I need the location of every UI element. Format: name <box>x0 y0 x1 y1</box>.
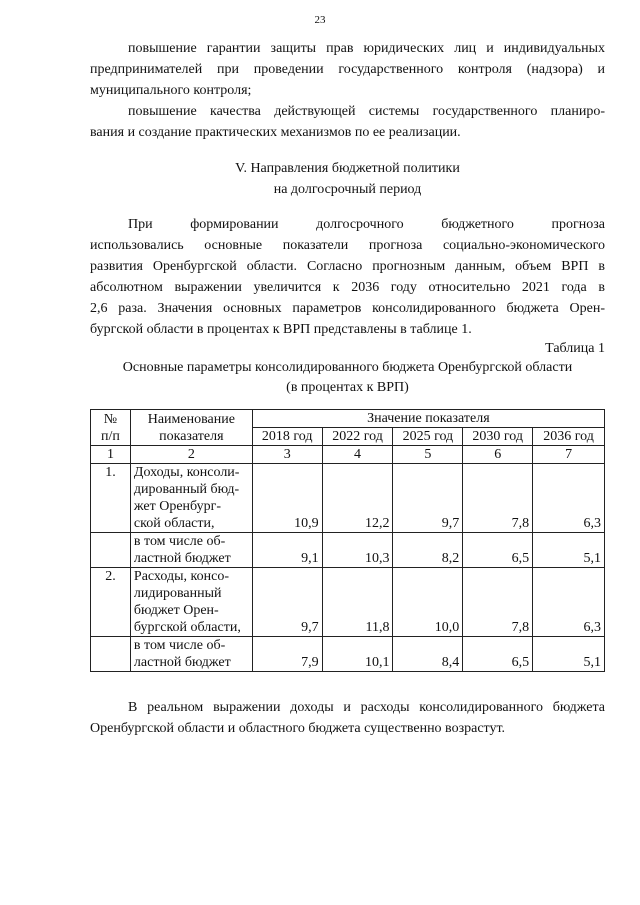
row-name-line: дированный бюд- <box>133 482 240 497</box>
header-year: 2030 год <box>463 428 533 446</box>
header-number-line-1: № <box>103 411 118 427</box>
table-row <box>91 533 605 568</box>
row-name-line: ластной бюджет <box>133 655 231 670</box>
row-index: 2. <box>91 568 131 637</box>
column-number: 5 <box>393 446 463 464</box>
row-name-line: ластной бюджет <box>133 551 231 566</box>
header-year: 2018 год <box>252 428 322 446</box>
section-heading <box>90 158 605 200</box>
table-label: Таблица 1 <box>545 341 605 356</box>
intro-p1-line-2: предпринимателей при проведении государственного контроля (надзора) и <box>90 62 605 77</box>
header-values-group: Значение показателя <box>252 410 604 428</box>
table-row <box>91 637 605 672</box>
row-index <box>91 533 131 568</box>
intro-p1-line-1: повышение гарантии защиты прав юридических лиц и индивидуальных <box>128 41 605 56</box>
row-name-line: в том числе об- <box>133 638 226 653</box>
section-heading-line-1: V. Направления бюджетной политики <box>235 161 460 176</box>
row-index: 1. <box>91 464 131 533</box>
section-heading-line-2: на долгосрочный период <box>273 182 422 197</box>
row-name-line: лидированный <box>133 586 222 601</box>
row-name-line: в том числе об- <box>133 534 226 549</box>
value-cell: 6,5 <box>463 637 533 672</box>
header-year: 2036 год <box>533 428 605 446</box>
row-index <box>91 637 131 672</box>
value-cell: 9,7 <box>252 568 322 637</box>
header-name-line-2: показателя <box>159 428 224 444</box>
column-number: 4 <box>322 446 393 464</box>
value-cell: 10,0 <box>393 568 463 637</box>
section-body-line-6: бургской области в процентах к ВРП представлены в таблице 1. <box>90 322 472 337</box>
value-cell: 6,5 <box>463 533 533 568</box>
value-cell: 8,2 <box>393 533 463 568</box>
intro-p2-line-1: повышение качества действующей системы государственного планиро- <box>128 104 605 119</box>
row-name-line: Доходы, консоли- <box>133 465 240 480</box>
row-indicator-name <box>130 533 252 568</box>
value-cell: 7,8 <box>463 568 533 637</box>
section-body-line-2: использовались основные показатели прогноза социально-экономического <box>90 238 605 253</box>
value-cell: 12,2 <box>322 464 393 533</box>
table-title <box>90 358 605 398</box>
header-year: 2022 год <box>322 428 393 446</box>
row-indicator-name <box>130 464 252 533</box>
section-body-line-4: абсолютном выражении увеличится к 2036 году относительно 2021 года в <box>90 280 605 295</box>
column-number: 2 <box>130 446 252 464</box>
row-indicator-name <box>130 637 252 672</box>
closing-line-1: В реальном выражении доходы и расходы консолидированного бюджета <box>128 700 605 715</box>
value-cell: 11,8 <box>322 568 393 637</box>
value-cell: 10,9 <box>252 464 322 533</box>
value-cell: 6,3 <box>533 464 605 533</box>
intro-p2-line-2: вания и создание практических механизмов по ее реализации. <box>90 125 461 140</box>
section-body-line-1: При формировании долгосрочного бюджетного прогноза <box>128 217 605 232</box>
intro-paragraph-1 <box>90 38 605 101</box>
header-name-line-1: Наименование <box>147 411 235 427</box>
value-cell: 9,7 <box>393 464 463 533</box>
row-name-line: жет Оренбург- <box>133 499 222 514</box>
header-indicator-name <box>130 410 252 446</box>
row-indicator-name <box>130 568 252 637</box>
row-name-line: Расходы, консо- <box>133 569 229 584</box>
section-body-line-5: 2,6 раза. Значения основных параметров консолидированного бюджета Орен- <box>90 301 605 316</box>
row-name-line: ской области, <box>133 516 215 531</box>
value-cell: 5,1 <box>533 533 605 568</box>
header-year: 2025 год <box>393 428 463 446</box>
value-cell: 9,1 <box>252 533 322 568</box>
intro-paragraph-2 <box>90 101 605 143</box>
column-number: 1 <box>91 446 131 464</box>
table-title-line-2: (в процентах к ВРП) <box>286 380 409 395</box>
section-body <box>90 214 605 340</box>
page-number: 23 <box>314 14 326 26</box>
section-body-line-3: развития Оренбургской области. Согласно прогнозным данным, объем ВРП в <box>90 259 605 274</box>
closing-paragraph <box>90 697 605 739</box>
table-title-line-1: Основные параметры консолидированного бюджета Оренбургской области <box>122 360 573 375</box>
intro-p1-line-3: муниципального контроля; <box>90 83 252 98</box>
closing-line-2: Оренбургской области и областного бюджета существенно возрастут. <box>90 721 506 736</box>
value-cell: 6,3 <box>533 568 605 637</box>
budget-parameters-table <box>90 409 605 672</box>
value-cell: 5,1 <box>533 637 605 672</box>
column-number: 7 <box>533 446 605 464</box>
table-row <box>91 464 605 533</box>
value-cell: 10,3 <box>322 533 393 568</box>
table-row <box>91 568 605 637</box>
row-name-line: бюджет Орен- <box>133 603 219 618</box>
value-cell: 10,1 <box>322 637 393 672</box>
column-number: 6 <box>463 446 533 464</box>
value-cell: 7,9 <box>252 637 322 672</box>
value-cell: 7,8 <box>463 464 533 533</box>
value-cell: 8,4 <box>393 637 463 672</box>
header-number-line-2: п/п <box>101 428 120 444</box>
header-number <box>91 410 131 446</box>
column-number: 3 <box>252 446 322 464</box>
row-name-line: бургской области, <box>133 620 241 635</box>
